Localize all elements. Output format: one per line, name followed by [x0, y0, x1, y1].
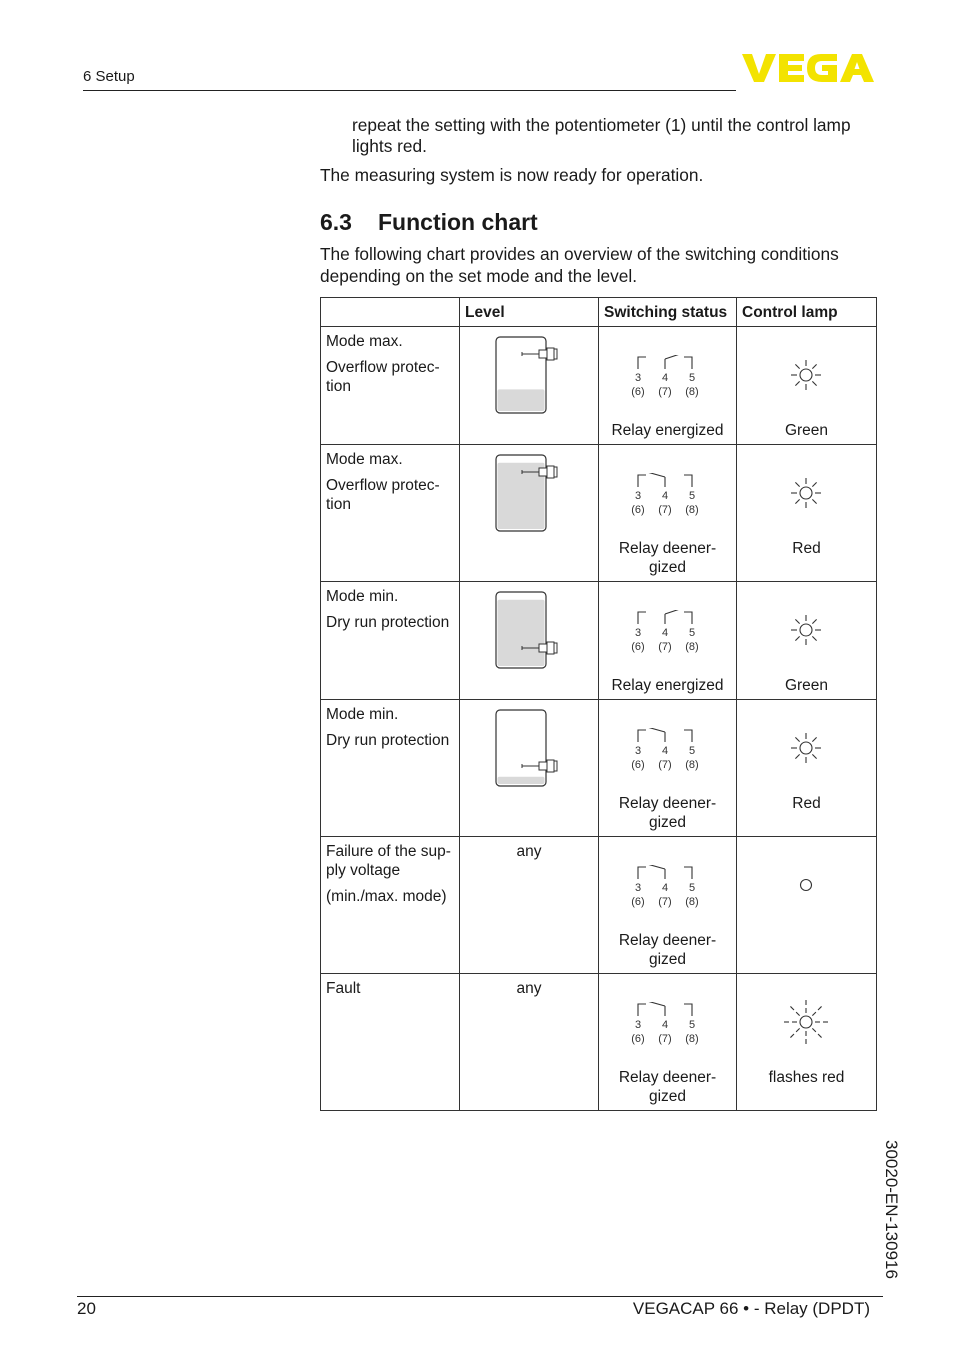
terminal-label: (7)	[658, 641, 672, 653]
relay-status-label: Relay energized	[611, 677, 724, 694]
relay-status-label: Relay deener- gized	[618, 1069, 717, 1105]
lamp-status-label: Green	[784, 422, 829, 439]
tank-fill-level	[498, 389, 545, 411]
terminal-label: 4	[661, 372, 669, 384]
relay-contacts-icon	[626, 728, 708, 782]
mode-label: Mode min.	[326, 588, 399, 605]
header-rule	[83, 90, 736, 91]
tank-fill-level	[498, 600, 545, 666]
control-lamp-icon	[782, 606, 830, 654]
terminal-label: 5	[688, 627, 696, 639]
function-chart-table	[320, 297, 877, 1111]
section-heading	[320, 209, 538, 236]
terminal-label: 4	[661, 882, 669, 894]
relay-contacts-icon	[626, 355, 708, 409]
mode-description: Overflow protec- tion	[326, 477, 440, 513]
relay-contacts-icon	[626, 865, 708, 919]
terminal-label: (6)	[631, 1033, 645, 1045]
level-cell	[460, 700, 599, 837]
vega-logo	[742, 52, 874, 84]
terminal-label: 3	[634, 627, 642, 639]
relay-contacts-icon	[626, 610, 708, 664]
mode-cell	[321, 700, 460, 837]
table-row	[321, 700, 877, 837]
terminal-label: 3	[634, 372, 642, 384]
lamp-status-label: flashes red	[768, 1069, 845, 1086]
terminal-label: 5	[688, 372, 696, 384]
product-name: VEGACAP 66 • - Relay (DPDT)	[632, 1299, 870, 1318]
switching-status-cell	[599, 327, 737, 445]
table-row	[321, 837, 877, 974]
switching-status-cell	[599, 974, 737, 1111]
terminal-label: (7)	[658, 1033, 672, 1045]
mode-label: Fault	[326, 980, 361, 997]
table-row	[321, 974, 877, 1111]
level-text: any	[516, 843, 542, 860]
table-row	[321, 582, 877, 700]
terminal-label: (8)	[685, 759, 699, 771]
relay-status-label: Relay deener- gized	[618, 795, 717, 831]
terminal-label: 3	[634, 1019, 642, 1031]
control-lamp-icon	[782, 469, 830, 517]
terminal-label: (6)	[631, 896, 645, 908]
mode-label: Mode min.	[326, 706, 399, 723]
switching-status-cell	[599, 582, 737, 700]
level-cell	[460, 837, 599, 974]
mode-description: (min./max. mode)	[326, 888, 447, 905]
tank-icon	[489, 451, 569, 536]
section-title: Function chart	[378, 209, 538, 235]
mode-label: Mode max.	[326, 451, 403, 468]
mode-cell	[321, 445, 460, 582]
relay-contacts-icon	[626, 1002, 708, 1056]
header-control-lamp: Control lamp	[737, 298, 877, 327]
lamp-status-label: Red	[792, 795, 821, 812]
mode-cell	[321, 327, 460, 445]
terminal-label: (8)	[685, 504, 699, 516]
tank-icon	[489, 706, 569, 791]
control-lamp-cell	[737, 445, 877, 582]
control-lamp-cell	[737, 700, 877, 837]
level-cell	[460, 445, 599, 582]
relay-status-label: Relay energized	[611, 422, 724, 439]
relay-contacts-icon	[626, 473, 708, 527]
header-switching-status: Switching status	[599, 298, 737, 327]
switching-status-cell	[599, 837, 737, 974]
ready-text: The measuring system is now ready for operation.	[320, 165, 704, 185]
control-lamp-icon	[782, 861, 830, 909]
level-cell	[460, 582, 599, 700]
mode-cell	[321, 582, 460, 700]
terminal-label: (6)	[631, 641, 645, 653]
lamp-status-label: Red	[792, 540, 821, 557]
section-description: The following chart provides an overview of the switching conditions depending on the set mode and the level.	[320, 244, 839, 286]
footer-rule	[77, 1296, 883, 1297]
mode-description: Dry run protection	[326, 614, 450, 631]
table-row	[321, 445, 877, 582]
switching-status-cell	[599, 445, 737, 582]
level-cell	[460, 974, 599, 1111]
switching-status-cell	[599, 700, 737, 837]
terminal-label: 4	[661, 1019, 669, 1031]
mode-description: Overflow protec- tion	[326, 359, 440, 395]
terminal-label: (8)	[685, 896, 699, 908]
header-level: Level	[460, 298, 599, 327]
bullet-text: repeat the setting with the potentiometer (1) until the control lamp lights red.	[352, 115, 851, 156]
control-lamp-cell	[737, 327, 877, 445]
terminal-label: (6)	[631, 386, 645, 398]
terminal-label: 5	[688, 745, 696, 757]
tank-icon	[489, 588, 569, 673]
tank-fill-level	[498, 777, 545, 784]
mode-cell	[321, 974, 460, 1111]
section-number: 6.3	[320, 209, 352, 235]
level-text: any	[516, 980, 542, 997]
section-header: 6 Setup	[83, 68, 135, 85]
relay-status-label: Relay deener- gized	[618, 932, 717, 968]
terminal-label: (6)	[631, 759, 645, 771]
header-mode	[321, 298, 460, 327]
terminal-label: 4	[661, 490, 669, 502]
lamp-status-label: Green	[784, 677, 829, 694]
control-lamp-cell	[737, 974, 877, 1111]
control-lamp-icon	[782, 351, 830, 399]
control-lamp-icon	[782, 724, 830, 772]
mode-cell	[321, 837, 460, 974]
relay-status-label: Relay deener- gized	[618, 540, 717, 576]
terminal-label: (7)	[658, 504, 672, 516]
terminal-label: 5	[688, 882, 696, 894]
terminal-label: 3	[634, 490, 642, 502]
terminal-label: (8)	[685, 386, 699, 398]
terminal-label: (7)	[658, 386, 672, 398]
terminal-label: (8)	[685, 641, 699, 653]
tank-icon	[489, 333, 569, 418]
mode-label: Failure of the sup- ply voltage	[326, 843, 451, 879]
terminal-label: 4	[661, 627, 669, 639]
mode-label: Mode max.	[326, 333, 403, 350]
level-cell	[460, 327, 599, 445]
terminal-label: (7)	[658, 896, 672, 908]
mode-description: Dry run protection	[326, 732, 450, 749]
terminal-label: (7)	[658, 759, 672, 771]
control-lamp-icon	[782, 998, 830, 1046]
terminal-label: (6)	[631, 504, 645, 516]
control-lamp-cell	[737, 582, 877, 700]
terminal-label: 3	[634, 882, 642, 894]
table-row	[321, 327, 877, 445]
terminal-label: 5	[688, 490, 696, 502]
terminal-label: 4	[661, 745, 669, 757]
terminal-label: 3	[634, 745, 642, 757]
tank-fill-level	[498, 463, 545, 529]
control-lamp-cell	[737, 837, 877, 974]
document-id	[865, 1140, 905, 1290]
terminal-label: (8)	[685, 1033, 699, 1045]
table-header-row	[321, 298, 877, 327]
terminal-label: 5	[688, 1019, 696, 1031]
document-id-text: 30020-EN-130916	[882, 1140, 901, 1279]
page-number: 20	[77, 1299, 96, 1318]
